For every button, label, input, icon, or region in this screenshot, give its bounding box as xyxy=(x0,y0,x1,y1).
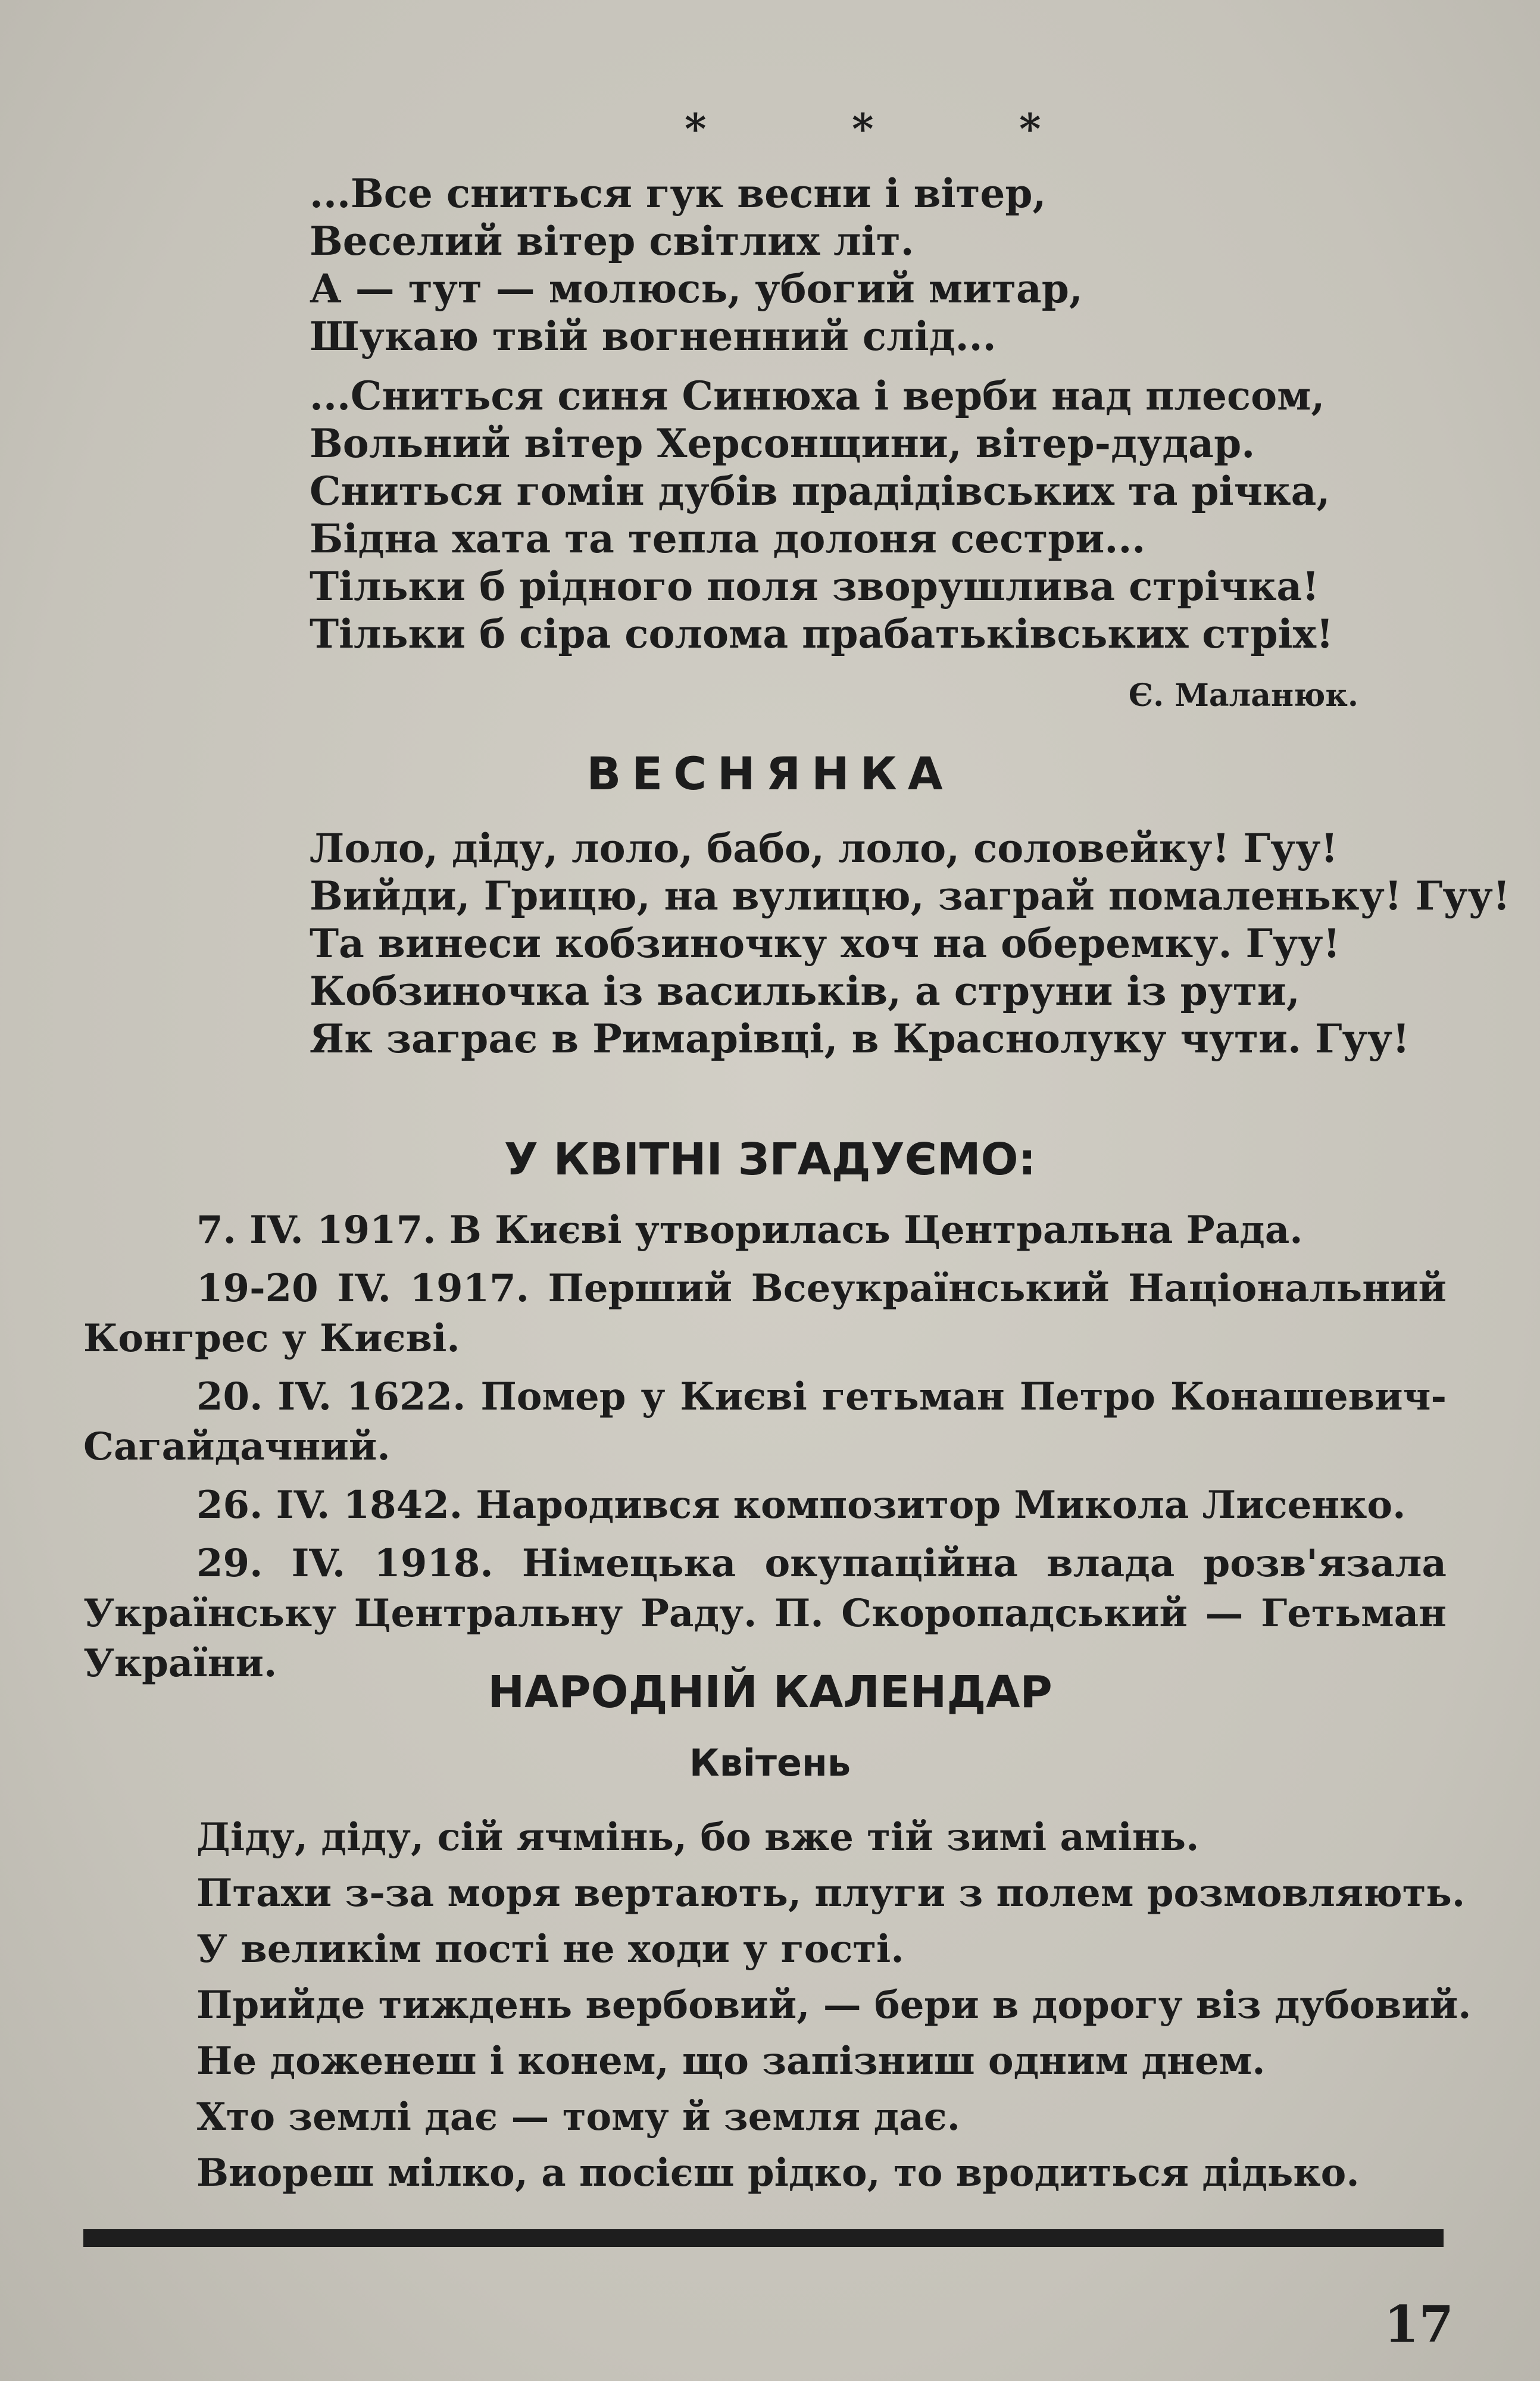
poem-line: ...Все сниться гук весни і вітер, xyxy=(310,170,1047,217)
poem-line: Веселий вітер світлих літ. xyxy=(310,218,914,264)
poem-line: Вольний вітер Херсонщини, вітер-дудар. xyxy=(310,420,1255,467)
vesnianka-title: ВЕСНЯНКА xyxy=(586,747,954,800)
poem-line: ...Сниться синя Синюха і верби над плесом, xyxy=(310,373,1325,419)
april-dates-list xyxy=(83,1205,1447,1697)
folk-calendar-month: Квітень xyxy=(689,1741,851,1785)
bottom-rule xyxy=(83,2229,1444,2247)
ornament-stars: * * * xyxy=(685,104,1107,154)
poem-line: Кобзиночка із васильків, а струни із рути, xyxy=(310,968,1300,1014)
poem-line: Лоло, діду, лоло, бабо, лоло, соловейку! Гуу! xyxy=(310,825,1338,871)
proverb: Діду, діду, сій ячмінь, бо вже тій зимі амінь. xyxy=(196,1815,1199,1860)
poem-author: Є. Маланюк. xyxy=(1128,677,1358,714)
poem-line: Вийди, Грицю, на вулицю, заграй помаленьку! Гуу! xyxy=(310,873,1510,919)
proverb: У великім пості не ходи у гості. xyxy=(196,1927,904,1971)
folk-calendar-title: НАРОДНІЙ КАЛЕНДАР xyxy=(488,1667,1052,1718)
proverbs-list xyxy=(196,1810,1472,2201)
page-number: 17 xyxy=(1384,2295,1454,2354)
poem-line: Бідна хата та тепла долоня сестри... xyxy=(310,515,1146,562)
poem-line: Шукаю твій вогненний слід... xyxy=(310,313,997,360)
date-entry: 26. IV. 1842. Народився композитор Микола Лисенко. xyxy=(196,1483,1406,1527)
poem-line: Тільки б рідного поля зворушлива стрічка! xyxy=(310,563,1320,610)
stanza-gap xyxy=(310,360,1333,372)
proverb: Прийде тиждень вербовий, — бери в дорогу віз дубовий. xyxy=(196,1983,1472,2027)
poem-line: Та винеси кобзиночку хоч на оберемку. Гуу! xyxy=(310,920,1341,967)
proverb: Не доженеш і конем, що запізниш одним днем. xyxy=(196,2039,1266,2083)
poem-line: Тільки б сіра солома прабатьківських стріх! xyxy=(310,611,1333,657)
date-entry: 19-20 IV. 1917. Перший Всеукраїнський Національний Конгрес у Києві. xyxy=(83,1266,1447,1361)
date-entry: 7. IV. 1917. В Києві утворилась Центральна Рада. xyxy=(196,1208,1303,1252)
proverb: Хто землі дає — тому й земля дає. xyxy=(196,2095,960,2139)
date-entry: 29. IV. 1918. Німецька окупаційна влада розв'язала Українську Центральну Раду. П. Скоропадський — Гетьман України. xyxy=(83,1541,1447,1686)
poem-line: Як заграє в Римарівці, в Краснолуку чути. Гуу! xyxy=(310,1015,1410,1062)
vesnianka-poem xyxy=(310,824,1510,1063)
poem-line: А — тут — молюсь, убогий митар, xyxy=(310,265,1083,312)
april-dates-title: У КВІТНІ ЗГАДУЄМО: xyxy=(504,1134,1036,1185)
poem-malaniuk xyxy=(310,170,1333,658)
proverb: Птахи з-за моря вертають, плуги з полем розмовляють. xyxy=(196,1871,1466,1916)
proverb: Виореш мілко, а посієш рідко, то вродиться дідько. xyxy=(196,2151,1360,2195)
date-entry: 20. IV. 1622. Помер у Києві гетьман Петро Конашевич-Сагайдачний. xyxy=(83,1374,1447,1469)
poem-line: Сниться гомін дубів прадідівських та річка, xyxy=(310,468,1330,514)
